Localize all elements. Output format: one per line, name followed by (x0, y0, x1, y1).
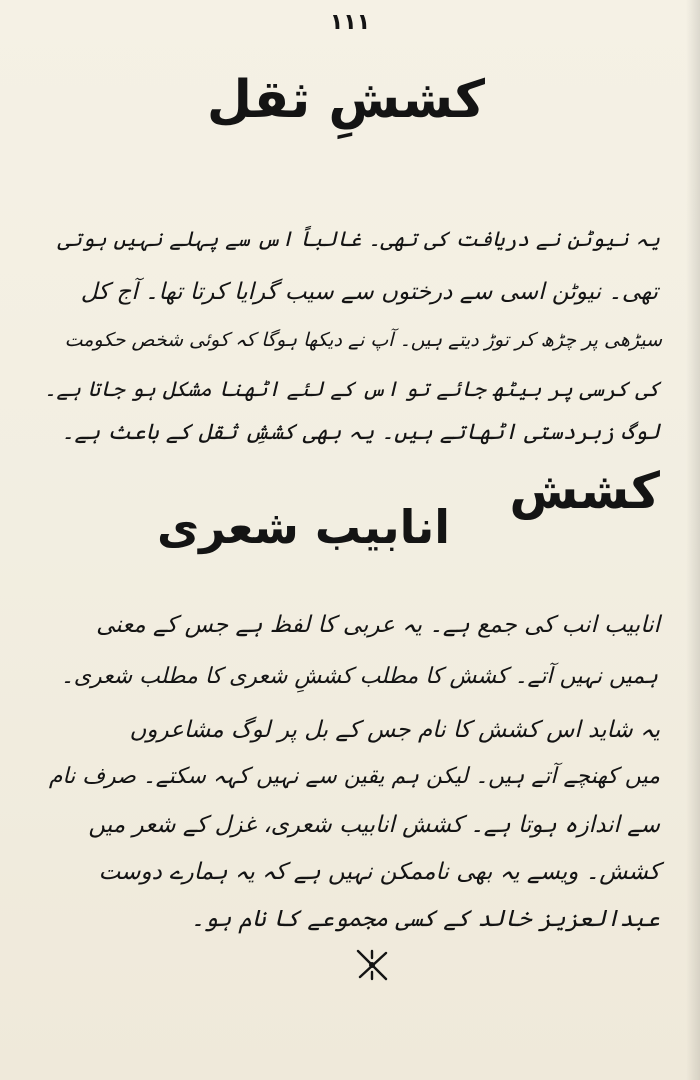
section-heading-capillary-line2: انابیب شعری (156, 500, 450, 554)
paragraph-line: کی کرسی پر بیٹھ جائے تو اس کے لئے اٹھنا مشکل ہو جاتا ہے۔ (44, 377, 660, 401)
page-spine-shadow (686, 0, 700, 1080)
paragraph-line: عبدالعزیز خالد کے کسی مجموعے کا نام ہو۔ (191, 906, 660, 932)
paragraph-line: یہ شاید اس کشش کا نام جس کے بل پر لوگ مشاعروں (129, 717, 660, 743)
paragraph-line: یہ نیوٹن نے دریافت کی تھی۔ غالباً اس سے پہلے نہیں ہوتی (57, 227, 660, 251)
paragraph-line: تھی۔ نیوٹن اسی سے درختوں سے سیب گرایا کرتا تھا۔ آج کل (80, 279, 658, 305)
asterism-ornament-icon (352, 945, 392, 985)
paragraph-line: میں کھنچے آتے ہیں۔ لیکن ہم یقین سے نہیں کہہ سکتے۔ صرف نام (48, 764, 660, 789)
paragraph-line: ہمیں نہیں آتے۔ کشش کا مطلب کششِ شعری کا مطلب شعری۔ (60, 664, 658, 689)
paragraph-line: سیڑھی پر چڑھ کر توڑ دیتے ہیں۔ آپ نے دیکھا ہوگا کہ کوئی شخص حکومت (64, 329, 662, 351)
section-heading-gravity: کششِ ثقل (206, 70, 485, 130)
paragraph-line: لوگ زبردستی اٹھاتے ہیں۔ یہ بھی کششِ ثقل کے باعث ہے۔ (61, 420, 660, 445)
page-number: ۱۱۱ (329, 10, 371, 35)
paragraph-line: سے اندازہ ہوتا ہے۔ کشش انابیب شعری، غزل کے شعر میں (88, 812, 660, 838)
paragraph-line: کشش۔ ویسے یہ بھی ناممکن نہیں ہے کہ یہ ہمارے دوست (98, 859, 660, 885)
section-heading-capillary-line1: کشش (509, 462, 660, 520)
paragraph-line: انابیب انب کی جمع ہے۔ یہ عربی کا لفظ ہے جس کے معنی (96, 612, 660, 638)
